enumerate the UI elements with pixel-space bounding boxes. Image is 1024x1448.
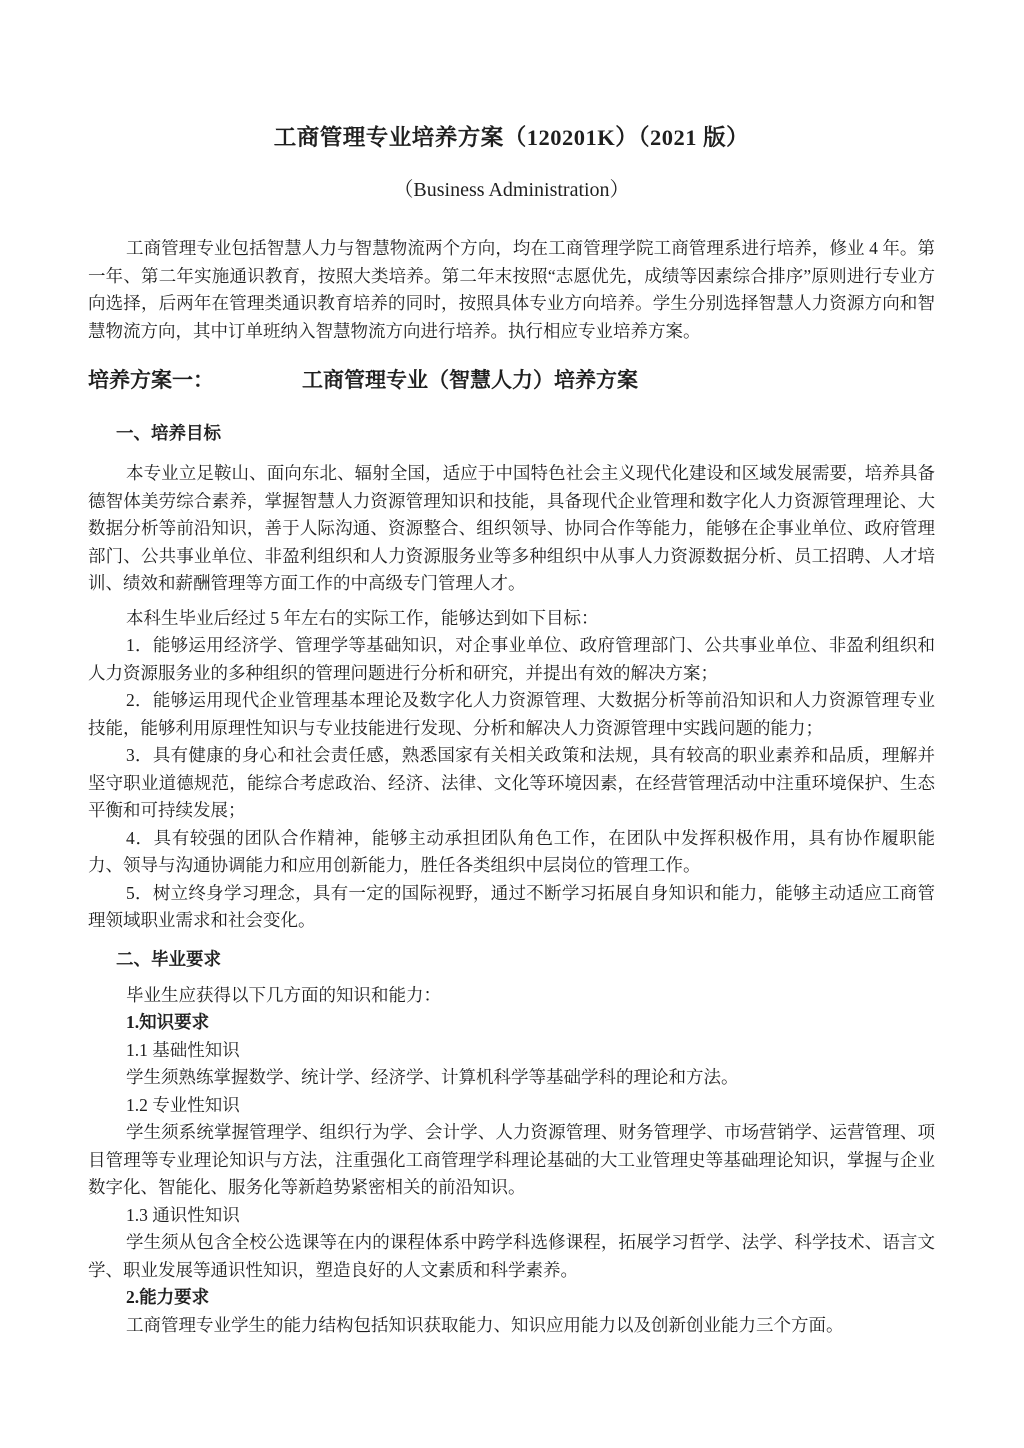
- goal-item-3: 3．具有健康的身心和社会责任感，熟悉国家有关相关政策和法规，具有较高的职业素养和品质，理解并坚守职业道德规范，能综合考虑政治、经济、法律、文化等环境因素，在经营管理活动中注重环境保护、生态平衡和可持续发展；: [88, 745, 935, 820]
- knowledge-1-3-title: 1.3 通识性知识: [126, 1204, 240, 1225]
- page-title: 工商管理专业培养方案（120201K）（2021 版）: [273, 125, 750, 150]
- knowledge-1-1-title: 1.1 基础性知识: [126, 1039, 240, 1060]
- knowledge-1-2-text: 学生须系统掌握管理学、组织行为学、会计学、人力资源管理、财务管理学、市场营销学、运营管理、项目管理等专业理论知识与方法，注重强化工商管理学科理论基础的大工业管理史等基础理论知识，掌握与企业数字化、智能化、服务化等新趋势紧密相关的前沿知识。: [88, 1122, 935, 1197]
- section2-heading: 二、毕业要求: [116, 948, 221, 969]
- knowledge-1-2-title: 1.2 专业性知识: [126, 1094, 240, 1115]
- knowledge-1-1-text: 学生须熟练掌握数学、统计学、经济学、计算机科学等基础学科的理论和方法。: [126, 1067, 739, 1087]
- goals-intro-paragraph: 本科生毕业后经过 5 年左右的实际工作，能够达到如下目标：: [126, 607, 599, 628]
- section1-heading: 一、培养目标: [116, 423, 221, 443]
- page-subtitle: （Business Administration）: [393, 179, 630, 201]
- goal-item-2: 2．能够运用现代企业管理基本理论及数字化人力资源管理、大数据分析等前沿知识和人力资源管理专业技能，能够利用原理性知识与专业技能进行发现、分析和解决人力资源管理中实践问题的能力；: [88, 690, 935, 738]
- ability-requirements-heading: 2.能力要求: [126, 1287, 210, 1307]
- knowledge-1-3-text: 学生须从包含全校公选课等在内的课程体系中跨学科选修课程，拓展学习哲学、法学、科学技术、语言文学、职业发展等通识性知识，塑造良好的人文素质和科学素养。: [88, 1232, 935, 1280]
- knowledge-requirements-heading: 1.知识要求: [126, 1012, 210, 1032]
- graduation-requirements-intro: 毕业生应获得以下几方面的知识和能力：: [126, 984, 441, 1005]
- plan1-label: 培养方案一：: [88, 369, 214, 392]
- plan1-title: 工商管理专业（智慧人力）培养方案: [302, 369, 638, 392]
- ability-requirements-text: 工商管理专业学生的能力结构包括知识获取能力、知识应用能力以及创新创业能力三个方面。: [126, 1314, 844, 1335]
- goal-item-5: 5．树立终身学习理念，具有一定的国际视野，通过不断学习拓展自身知识和能力，能够主动适应工商管理领域职业需求和社会变化。: [88, 882, 935, 930]
- training-objective-paragraph: 本专业立足鞍山、面向东北、辐射全国，适应于中国特色社会主义现代化建设和区域发展需要，培养具备德智体美劳综合素养，掌握智慧人力资源管理知识和技能，具备现代企业管理和数字化人力资源管理理论、大数据分析等前沿知识，善于人际沟通、资源整合、组织领导、协同合作等能力，能够在企事业单位、政府管理部门、公共事业单位、非盈利组织和人力资源服务业等多种组织中从事人力资源数据分析、员工招聘、人才培训、绩效和薪酬管理等方面工作的中高级专门管理人才。: [88, 463, 935, 593]
- plan1-heading: [88, 365, 935, 397]
- program-intro-paragraph: 工商管理专业包括智慧人力与智慧物流两个方向，均在工商管理学院工商管理系进行培养，修业 4 年。第一年、第二年实施通识教育，按照大类培养。第二年末按照“志愿优先，成绩等因素综合排序”原则进行专业方向选择，后两年在管理类通识教育培养的同时，按照具体专业方向培养。学生分别选择智慧人力资源方向和智慧物流方向，其中订单班纳入智慧物流方向进行培养。执行相应专业培养方案。: [88, 238, 935, 341]
- goal-item-1: 1．能够运用经济学、管理学等基础知识，对企事业单位、政府管理部门、公共事业单位、非盈利组织和人力资源服务业的多种组织的管理问题进行分析和研究，并提出有效的解决方案；: [88, 635, 935, 683]
- goal-item-4: 4．具有较强的团队合作精神，能够主动承担团队角色工作，在团队中发挥积极作用，具有协作履职能力、领导与沟通协调能力和应用创新能力，胜任各类组织中层岗位的管理工作。: [88, 827, 935, 875]
